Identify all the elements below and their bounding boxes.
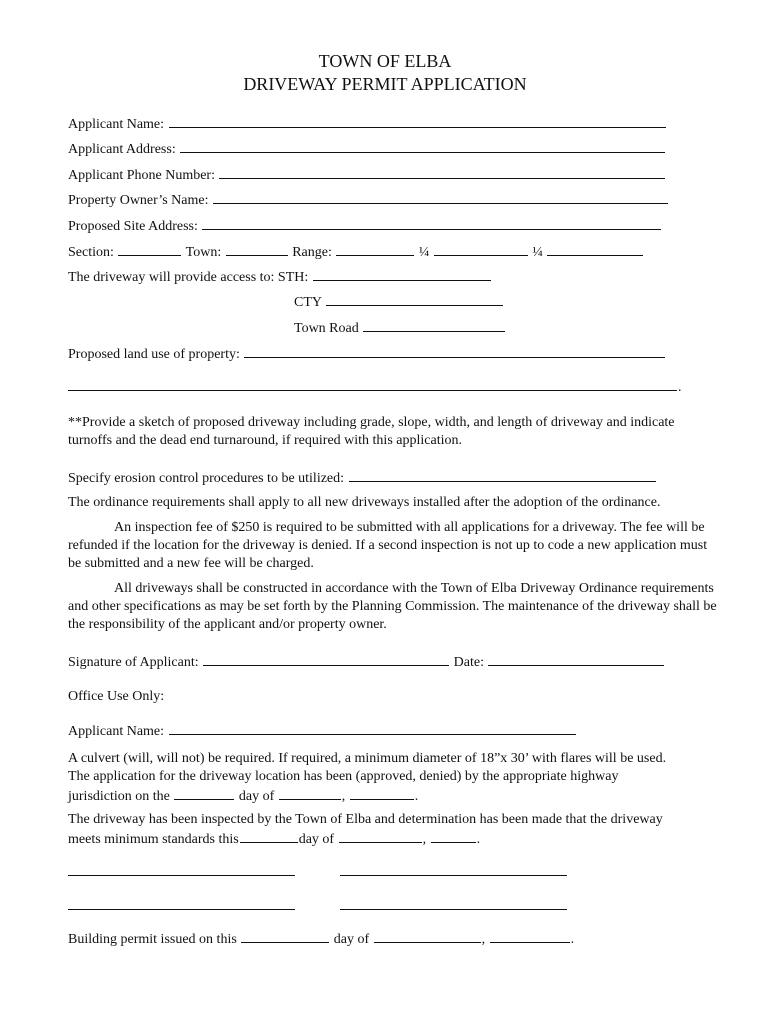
quarter-label-1: ¼ (418, 245, 430, 260)
land-use-row-2 (68, 377, 682, 396)
official-signature-line-4[interactable] (340, 909, 567, 910)
quarter-field-2[interactable] (547, 242, 643, 256)
office-applicant-field[interactable] (169, 721, 576, 735)
access-sth-label: The driveway will provide access to: STH: (68, 270, 309, 285)
approval-line-1: The application for the driveway location has been (approved, denied) by the appropriate highway (68, 769, 619, 784)
quarter-field-1[interactable] (434, 242, 528, 256)
owner-name-field[interactable] (213, 190, 668, 204)
building-permit-row (68, 929, 574, 948)
owner-name-row (68, 190, 669, 209)
official-signature-line-1[interactable] (68, 875, 295, 876)
applicant-name-label: Applicant Name: (68, 117, 165, 132)
applicant-phone-label: Applicant Phone Number: (68, 168, 215, 183)
quarter-label-2: ¼ (532, 245, 543, 260)
erosion-row (68, 468, 657, 487)
erosion-field[interactable] (349, 468, 656, 482)
building-period: . (570, 932, 575, 947)
land-use-label: Proposed land use of property: (68, 347, 240, 362)
jurisdiction-dayof-label: day of (238, 789, 275, 804)
town-road-label: Town Road (294, 321, 359, 336)
section-label: Section: (68, 245, 114, 260)
applicant-address-field[interactable] (180, 139, 665, 153)
access-town-road-row (294, 318, 506, 337)
land-use-field-2[interactable] (68, 377, 677, 391)
office-use-heading: Office Use Only: (68, 689, 165, 704)
applicant-phone-row (68, 165, 666, 184)
signature-field[interactable] (203, 652, 449, 666)
jurisdiction-month-field[interactable] (279, 786, 341, 800)
building-dayof-label: day of (333, 932, 370, 947)
land-use-row (68, 344, 666, 363)
site-address-label: Proposed Site Address: (68, 219, 198, 234)
site-address-field[interactable] (202, 216, 661, 230)
official-signature-line-3[interactable] (68, 909, 295, 910)
town-field[interactable] (226, 242, 288, 256)
ordinance-line: The ordinance requirements shall apply to all new driveways installed after the adoption of the ordinance. (68, 495, 661, 510)
erosion-label: Specify erosion control procedures to be utilized: (68, 471, 345, 486)
jurisdiction-comma: , (341, 789, 346, 804)
jurisdiction-year-field[interactable] (350, 786, 414, 800)
official-signature-line-2[interactable] (340, 875, 567, 876)
applicant-phone-field[interactable] (219, 165, 665, 179)
access-cty-row (294, 292, 504, 311)
range-label: Range: (292, 245, 332, 260)
applicant-name-field[interactable] (169, 114, 666, 128)
building-comma: , (481, 932, 486, 947)
cty-field[interactable] (326, 292, 503, 306)
inspected-comma: , (422, 832, 427, 847)
sketch-note: **Provide a sketch of proposed driveway including grade, slope, width, and length of driveway and indicate turnoffs and the dead end turnaround, if required with this application. (68, 415, 675, 448)
form-title: DRIVEWAY PERMIT APPLICATION (243, 74, 527, 94)
sth-field[interactable] (313, 267, 491, 281)
signature-label: Signature of Applicant: (68, 655, 199, 670)
signature-row (68, 652, 665, 671)
owner-name-label: Property Owner’s Name: (68, 193, 209, 208)
building-year-field[interactable] (490, 929, 570, 943)
inspected-year-field[interactable] (431, 829, 476, 843)
building-permit-label: Building permit issued on this (68, 932, 237, 947)
jurisdiction-label: jurisdiction on the (68, 789, 170, 804)
inspected-month-field[interactable] (339, 829, 422, 843)
section-field[interactable] (118, 242, 181, 256)
inspected-period: . (476, 832, 481, 847)
culvert-line: A culvert (will, will not) be required. If required, a minimum diameter of 18”x 30’ with flares will be used. (68, 751, 667, 766)
approval-line-2 (68, 786, 418, 805)
applicant-address-row (68, 139, 666, 158)
applicant-address-label: Applicant Address: (68, 142, 176, 157)
jurisdiction-day-field[interactable] (174, 786, 234, 800)
inspected-dayof-label: day of (298, 832, 335, 847)
inspected-line-1: The driveway has been inspected by the Town of Elba and determination has been made that the driveway (68, 812, 663, 827)
applicant-name-row (68, 114, 667, 133)
date-field[interactable] (488, 652, 664, 666)
inspection-paragraph: An inspection fee of $250 is required to be submitted with all applications for a driveway. The fee will be refunded if the location for the driveway is denied. If a second inspection is not up to code a new application must be submitted and a new fee will be charged. (68, 520, 708, 571)
jurisdiction-period: . (414, 789, 419, 804)
town-title: TOWN OF ELBA (318, 51, 452, 71)
inspected-day-field[interactable] (240, 829, 298, 843)
access-sth-row (68, 267, 492, 286)
date-label: Date: (453, 655, 484, 670)
office-applicant-row (68, 721, 577, 740)
office-applicant-label: Applicant Name: (68, 724, 165, 739)
land-use-period: . (678, 380, 682, 395)
legal-description-row (68, 242, 644, 261)
inspected-line-2 (68, 829, 480, 848)
site-address-row (68, 216, 662, 235)
range-field[interactable] (336, 242, 414, 256)
inspected-label: meets minimum standards this (68, 832, 239, 847)
town-road-field[interactable] (363, 318, 505, 332)
cty-label: CTY (294, 295, 322, 310)
building-month-field[interactable] (374, 929, 481, 943)
land-use-field[interactable] (244, 344, 665, 358)
town-label: Town: (185, 245, 222, 260)
building-day-field[interactable] (241, 929, 329, 943)
construction-paragraph: All driveways shall be constructed in accordance with the Town of Elba Driveway Ordinance requirements and other specifications as may be set forth by the Planning Commission. The maintenance of the driveway shall be the responsibility of the applicant and/or property owner. (68, 581, 717, 632)
